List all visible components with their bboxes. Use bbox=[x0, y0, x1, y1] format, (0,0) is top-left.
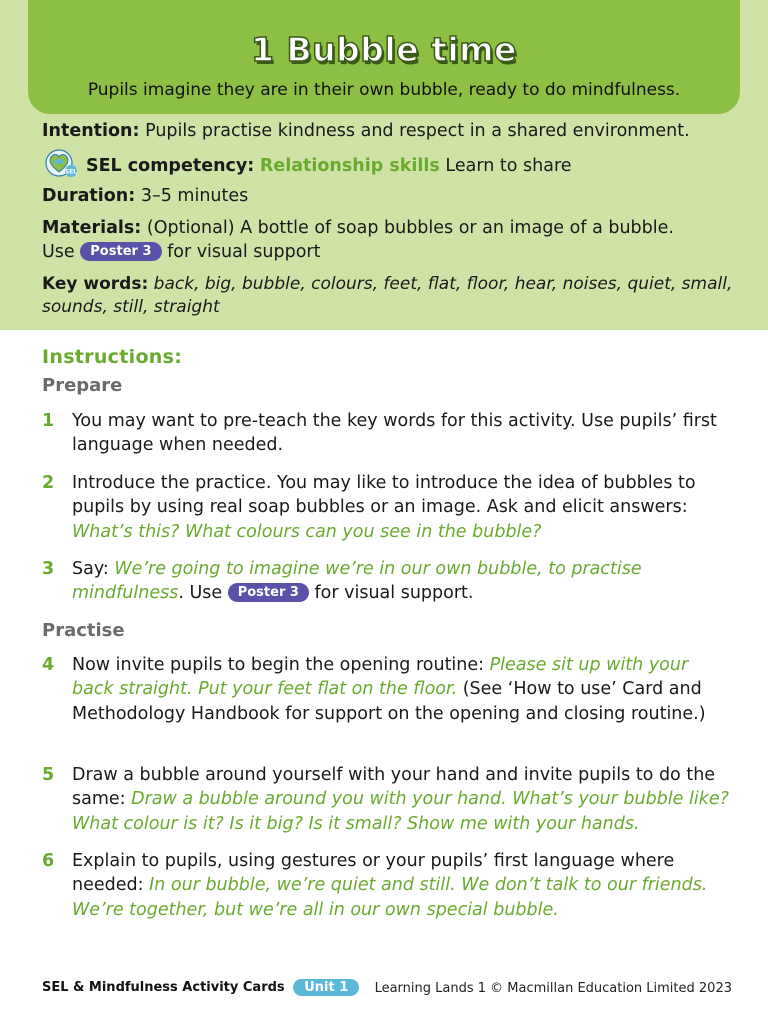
duration-label: Duration: bbox=[42, 186, 136, 206]
step-text bbox=[72, 557, 734, 606]
step-number: 6 bbox=[42, 851, 55, 871]
keywords-row bbox=[42, 273, 742, 319]
step-text bbox=[72, 763, 734, 836]
page-title: 1 Bubble time bbox=[251, 30, 517, 69]
footer-series-title: SEL & Mindfulness Activity Cards bbox=[42, 980, 285, 995]
page-subtitle: Pupils imagine they are in their own bubble, ready to do mindfulness. bbox=[87, 80, 681, 100]
unit-badge: Unit 1 bbox=[293, 979, 359, 996]
prepare-heading: Prepare bbox=[42, 375, 123, 396]
footer-copyright: Learning Lands 1 © Macmillan Education Limited 2023 bbox=[374, 981, 732, 996]
step-number: 5 bbox=[42, 765, 55, 785]
step-text-speech: What’s this? What colours can you see in the bubble? bbox=[72, 521, 542, 542]
header-card bbox=[28, 0, 740, 114]
step-text-speech: Draw a bubble around you with your hand. What’s your bubble like? What colour is it? Is it big? Is it small? Show me with your hands. bbox=[72, 789, 729, 834]
practise-heading: Practise bbox=[42, 620, 125, 641]
step-text-speech: In our bubble, we’re quiet and still. We don’t talk to our friends. We’re together, but we’re all in our own special bubble. bbox=[72, 875, 708, 920]
step-text-plain: Introduce the practice. You may like to introduce the idea of bubbles to pupils by using real soap bubbles or an image. Ask and elicit answers: bbox=[72, 473, 696, 518]
svg-text:SEL: SEL bbox=[64, 168, 78, 176]
step-text-speech: We’re going to imagine we’re in our own bubble, to practise mindfulness bbox=[72, 559, 642, 604]
step-text-plain: . Use bbox=[178, 583, 228, 604]
step-text bbox=[72, 409, 734, 458]
step-text-plain: Now invite pupils to begin the opening routine: bbox=[72, 655, 490, 675]
step-number: 1 bbox=[42, 411, 55, 431]
step-text-speech: Please sit up with your back straight. Put your feet flat on the floor. bbox=[72, 655, 689, 700]
materials-row bbox=[42, 216, 742, 264]
step-text-plain: Say: bbox=[72, 559, 115, 579]
step-text-plain: Draw a bubble around yourself with your hand and invite pupils to do the same: bbox=[72, 765, 716, 810]
intention-row bbox=[42, 119, 742, 143]
sel-competency-rest: Learn to share bbox=[439, 156, 572, 176]
materials-label: Materials: bbox=[42, 218, 142, 238]
duration-text: 3–5 minutes bbox=[135, 186, 249, 206]
step-number: 2 bbox=[42, 473, 55, 493]
step-number: 4 bbox=[42, 655, 55, 675]
step-text-plain: Explain to pupils, using gestures or your pupils’ first language where needed: bbox=[72, 851, 675, 896]
instructions-heading: Instructions: bbox=[42, 346, 183, 368]
intention-label: Intention: bbox=[42, 121, 140, 141]
step-text bbox=[72, 471, 734, 544]
sel-competency-value: Relationship skills bbox=[259, 156, 440, 176]
step-number: 3 bbox=[42, 559, 55, 579]
step-text bbox=[72, 849, 734, 922]
keywords-label: Key words: bbox=[42, 274, 149, 294]
intention-text: Pupils practise kindness and respect in a shared environment. bbox=[139, 121, 690, 141]
step-text-plain: for visual support. bbox=[308, 583, 474, 604]
poster-badge: Poster 3 bbox=[80, 242, 161, 261]
duration-row bbox=[42, 184, 742, 208]
step-text bbox=[72, 653, 734, 726]
step-text-plain: (See ‘How to use’ Card and Methodology Handbook for support on the opening and closing routine.) bbox=[72, 679, 706, 724]
footer bbox=[42, 979, 732, 1001]
step-text-plain: You may want to pre-teach the key words for this activity. Use pupils’ first language when needed. bbox=[72, 411, 717, 456]
poster-badge: Poster 3 bbox=[228, 583, 309, 602]
sel-label: SEL competency: bbox=[86, 156, 255, 176]
materials-tail: for visual support bbox=[167, 242, 321, 262]
keywords-text: back, big, bubble, colours, feet, flat, floor, hear, noises, quiet, small, sounds, still, straight bbox=[42, 274, 733, 317]
materials-use: Use bbox=[42, 242, 75, 262]
sel-row bbox=[42, 151, 742, 181]
footer-left bbox=[42, 979, 359, 996]
sel-heart-globe-icon bbox=[42, 148, 80, 178]
materials-text: (Optional) A bottle of soap bubbles or an image of a bubble. bbox=[141, 218, 674, 238]
